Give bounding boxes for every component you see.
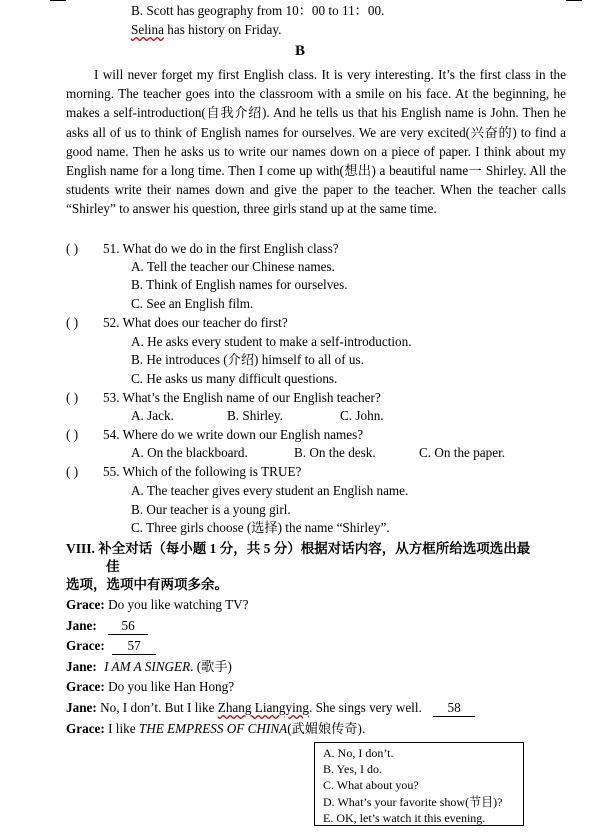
question-55-option-c: C. Three girls choose (选择) the name “Shirley”. (131, 520, 390, 535)
question-51-option-c: C. See an English film. (131, 296, 254, 311)
question-54-option-a: A. On the blackboard. (131, 445, 248, 460)
show-title-cn: (武媚娘传奇) (287, 721, 362, 736)
question-53-option-b: B. Shirley. (227, 408, 283, 423)
option-a[interactable]: A. No, I don’t. (323, 746, 394, 760)
question-54-option-c: C. On the paper. (419, 445, 506, 460)
dialogue-text: Do you like Han Hong? (104, 679, 235, 694)
question-52-option-c: C. He asks us many difficult questions. (131, 371, 338, 386)
section-viii-heading-line2: 选项，选项中有两项多余。 (66, 577, 228, 592)
prev-option-b: B. Scott has geography from 10：00 to 11：00. (131, 3, 385, 18)
question-53-paren[interactable]: ( ) (66, 390, 79, 405)
dialogue-line-7 (66, 721, 365, 737)
question-54-option-b: B. On the desk. (294, 445, 376, 460)
top-rule-right (566, 0, 582, 1)
question-52-option-a: A. He asks every student to make a self-introduction. (131, 334, 412, 349)
question-53-option-c: C. John. (340, 408, 384, 423)
speaker-grace: Grace: (66, 679, 105, 694)
blank-56[interactable]: 56 (108, 618, 148, 635)
section-b-label: B (294, 43, 305, 59)
dialogue-text: Do you like watching TV? (104, 597, 249, 612)
speaker-jane: Jane: (66, 659, 97, 674)
blank-58[interactable]: 58 (433, 700, 475, 717)
speaker-grace: Grace: (66, 638, 105, 653)
dialogue-text: . (361, 721, 366, 736)
speaker-jane: Jane: (66, 618, 97, 633)
speaker-grace: Grace: (66, 597, 105, 612)
question-54-paren[interactable]: ( ) (66, 427, 79, 442)
top-rule-left (50, 0, 66, 1)
question-51-paren[interactable]: ( ) (66, 241, 79, 256)
question-52-option-b: B. He introduces (介绍) himself to all of us. (131, 352, 364, 367)
blank-57[interactable]: 57 (112, 638, 156, 655)
question-52-stem: 52. What does our teacher do first? (103, 315, 288, 330)
option-c[interactable]: C. What about you? (323, 778, 419, 793)
question-55-stem: 55. Which of the following is TRUE? (103, 464, 302, 479)
prev-option-c-rest: has history on Friday. (163, 22, 282, 37)
speaker-grace: Grace: (66, 721, 105, 736)
show-title-empress: THE EMPRESS OF CHINA (138, 721, 288, 736)
reading-passage (66, 65, 566, 219)
speaker-jane: Jane: (66, 700, 97, 715)
question-54-stem: 54. Where do we write down our English names? (103, 427, 364, 442)
question-55-paren[interactable]: ( ) (66, 464, 79, 479)
prev-option-c (131, 22, 281, 38)
answer-options-box (314, 742, 524, 826)
show-title-singer: I AM A SINGER (104, 659, 191, 674)
section-viii-heading: VIII. 补全对话（每小题 1 分，共 5 分）根据对话内容，从方框所给选项选出最 (66, 541, 531, 556)
question-52-paren[interactable]: ( ) (66, 315, 79, 330)
question-51-option-a: A. Tell the teacher our Chinese names. (131, 259, 335, 274)
option-e[interactable]: E. OK, let’s watch it this evening. (323, 810, 486, 825)
question-55-option-b: B. Our teacher is a young girl. (131, 502, 291, 517)
option-d[interactable]: D. What’s your favorite show(节目)? (323, 794, 503, 809)
dialogue-line-6 (66, 700, 475, 717)
option-b[interactable]: B. Yes, I do. (323, 762, 383, 777)
question-53-option-a: A. Jack. (131, 408, 174, 423)
question-51-option-b: B. Think of English names for ourselves. (131, 277, 348, 292)
question-53-stem: 53. What’s the English name of our English teacher? (103, 390, 381, 405)
dialogue-line-3 (66, 638, 156, 655)
dialogue-text: . She sings very well. (308, 700, 422, 715)
dialogue-line-5 (66, 679, 234, 695)
dialogue-text: No, I don’t. But I like (96, 700, 218, 715)
passage-paragraph: I will never forget my first English class. It is very interesting. It’s the first class in the morning. The teacher goes into the classroom with a smile on his face. At the beginning, he makes a self-introduction(自我介绍). And he tells us that his English name is John. Then he asks all of us to think of English names for ourselves. We are very excited(兴奋的) to find a good name. Then he asks us to write our names down on a piece of paper. I think about my English name for a long time. Then I come up with(想出) a beautiful name一 Shirley. All the students write their names down and give the paper to the teacher. When the teacher calls “Shirley” to answer his question, three girls stand up at the same time. (66, 67, 566, 217)
singer-name: Zhang Liangying (217, 700, 309, 715)
dialogue-line-2 (66, 618, 148, 635)
dialogue-line-4 (66, 659, 232, 675)
question-51-stem: 51. What do we do in the first English class? (103, 241, 339, 256)
dialogue-text: . (歌手) (190, 659, 232, 674)
section-viii-heading-wrap: 佳 (106, 559, 120, 574)
dialogue-line-1 (66, 597, 249, 613)
prev-option-c-name: Selina (131, 22, 164, 37)
question-55-option-a: A. The teacher gives every student an English name. (131, 483, 409, 498)
dialogue-text: I like (104, 721, 139, 736)
